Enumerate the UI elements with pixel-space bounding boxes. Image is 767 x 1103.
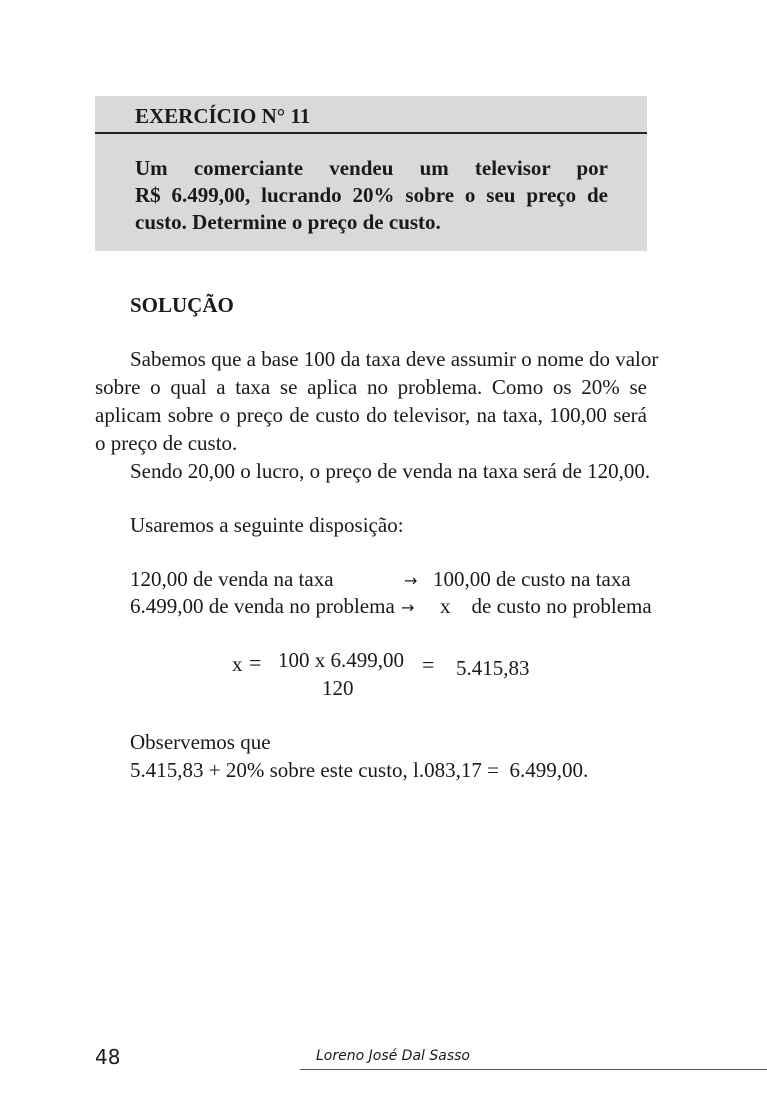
arrow-icon: → [401, 598, 415, 617]
exercise-line-3: custo. Determine o preço de custo. [135, 210, 441, 234]
equation-equals: = [422, 652, 435, 677]
exercise-box [95, 96, 647, 251]
fraction-numerator: 100 x 6.499,00 [278, 648, 404, 672]
equation-variable: x [232, 652, 243, 676]
row-2-right: x de custo no problema [440, 594, 652, 618]
solution-heading: SOLUÇÃO [130, 293, 234, 317]
check-line: 5.415,83 + 20% sobre este custo, l.083,17 = 6.499,00. [130, 758, 589, 782]
paragraph-line: sobre o qual a taxa se aplica no problema. Como os 20% se [95, 375, 647, 399]
author-name: Loreno José Dal Sasso [316, 1048, 470, 1064]
exercise-divider [95, 132, 647, 134]
equation-result: 5.415,83 [456, 656, 530, 680]
arrow-icon: → [404, 571, 418, 590]
exercise-title: EXERCÍCIO N° 11 [135, 104, 311, 128]
paragraph-line: Sendo 20,00 o lucro, o preço de venda na taxa será de 120,00. [130, 459, 651, 483]
disposition-intro: Usaremos a seguinte disposição: [130, 513, 404, 537]
page-number: 48 [95, 1045, 121, 1069]
exercise-line-1: Um comerciante vendeu um televisor por [135, 156, 608, 180]
fraction-denominator: 120 [322, 676, 354, 700]
observation-line: Observemos que [130, 730, 271, 754]
equation-equals: = [249, 650, 262, 675]
paragraph-line: aplicam sobre o preço de custo do televisor, na taxa, 100,00 será [95, 403, 647, 427]
row-1-left: 120,00 de venda na taxa [130, 567, 334, 591]
footer-rule [300, 1069, 767, 1070]
row-1-right: 100,00 de custo na taxa [433, 567, 631, 591]
paragraph-line: o preço de custo. [95, 431, 238, 455]
row-2-left: 6.499,00 de venda no problema [130, 594, 395, 618]
paragraph-line: Sabemos que a base 100 da taxa deve assumir o nome do valor [130, 347, 659, 371]
exercise-line-2: R$ 6.499,00, lucrando 20% sobre o seu preço de [135, 183, 608, 207]
